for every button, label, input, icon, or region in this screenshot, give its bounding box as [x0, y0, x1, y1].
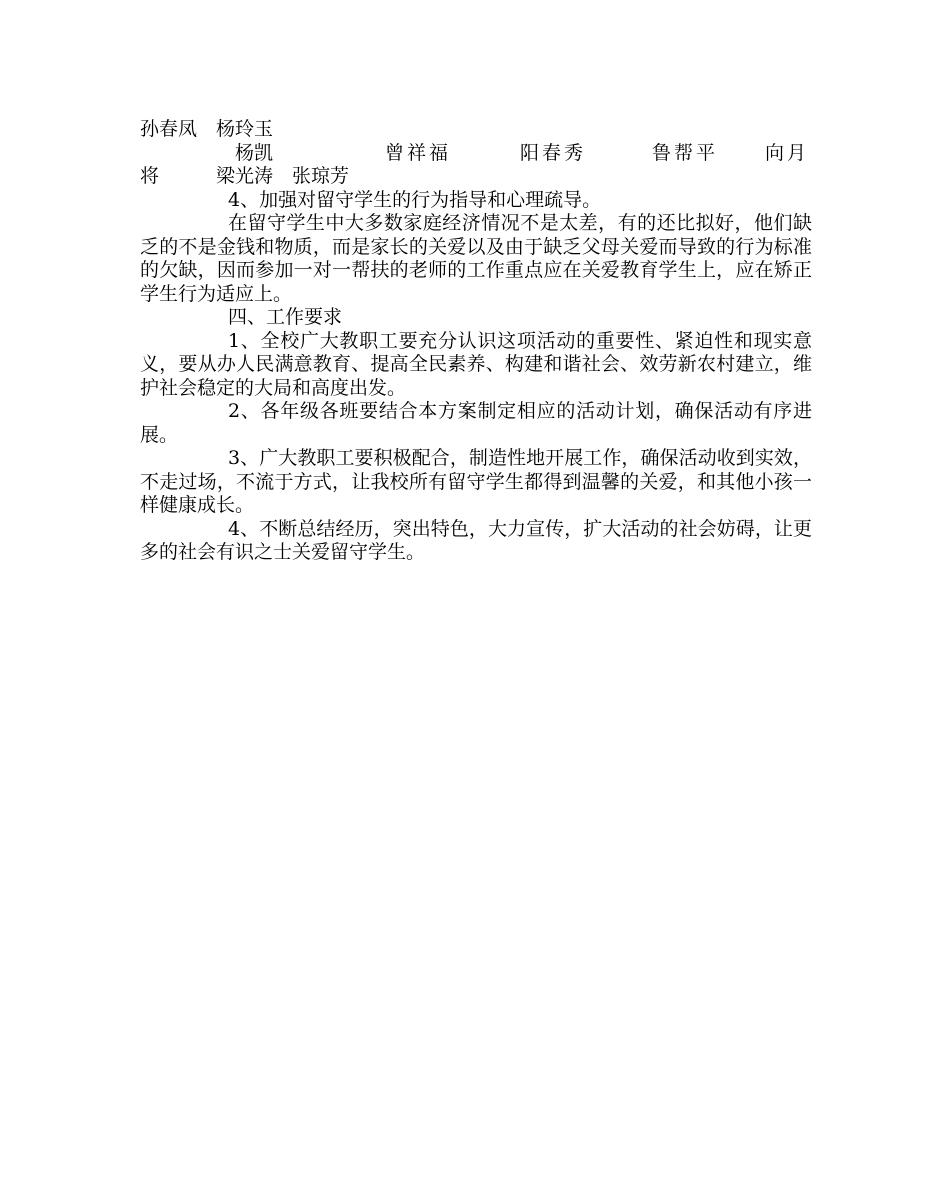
name-item: 阳春秀	[520, 141, 587, 164]
section4-item-2: 2、各年级各班要结合本方案制定相应的活动计划，确保活动有序进展。	[140, 400, 812, 446]
name-item: 将	[140, 165, 160, 187]
section4-item-3: 3、广大教职工要积极配合，制造性地开展工作，确保活动收到实效，不走过场，不流于方式，让我校所有留守学生都得到温馨的关爱，和其他小孩一样健康成长。	[140, 447, 812, 516]
section4-heading: 四、工作要求	[228, 306, 343, 328]
name-item: 孙春凤	[140, 118, 198, 140]
names-row-3	[140, 165, 812, 189]
name-item: 向月	[765, 141, 810, 164]
name-item: 梁光涛	[216, 165, 274, 187]
name-item: 曾祥福	[385, 141, 452, 164]
names-row-2	[140, 142, 812, 166]
section3-item4-heading: 4、加强对留守学生的行为指导和心理疏导。	[228, 188, 602, 211]
name-item: 杨凯	[235, 141, 274, 164]
section3-item4-body: 在留守学生中大多数家庭经济情况不是太差，有的还比拟好，他们缺乏的不是金钱和物质，而是家长的关爱以及由于缺乏父母关爱而导致的行为标准的欠缺，因而参加一对一帮扶的老师的工作重点应在关爱教育学生上，应在矫正学生行为适应上。	[140, 212, 812, 305]
section4-item-4: 4、不断总结经历，突出特色，大力宣传，扩大活动的社会妨碍，让更多的社会有识之士关爱留守学生。	[140, 517, 812, 563]
section4-item-1: 1、全校广大教职工要充分认识这项活动的重要性、紧迫性和现实意义，要从办人民满意教育、提高全民素养、构建和谐社会、效劳新农村建立，维护社会稳定的大局和高度出发。	[140, 329, 812, 399]
document-body	[140, 118, 812, 565]
name-item: 张琼芳	[292, 165, 350, 187]
name-item: 杨玲玉	[216, 118, 274, 140]
names-row-1	[140, 118, 812, 142]
name-item: 鲁帮平	[652, 141, 719, 164]
